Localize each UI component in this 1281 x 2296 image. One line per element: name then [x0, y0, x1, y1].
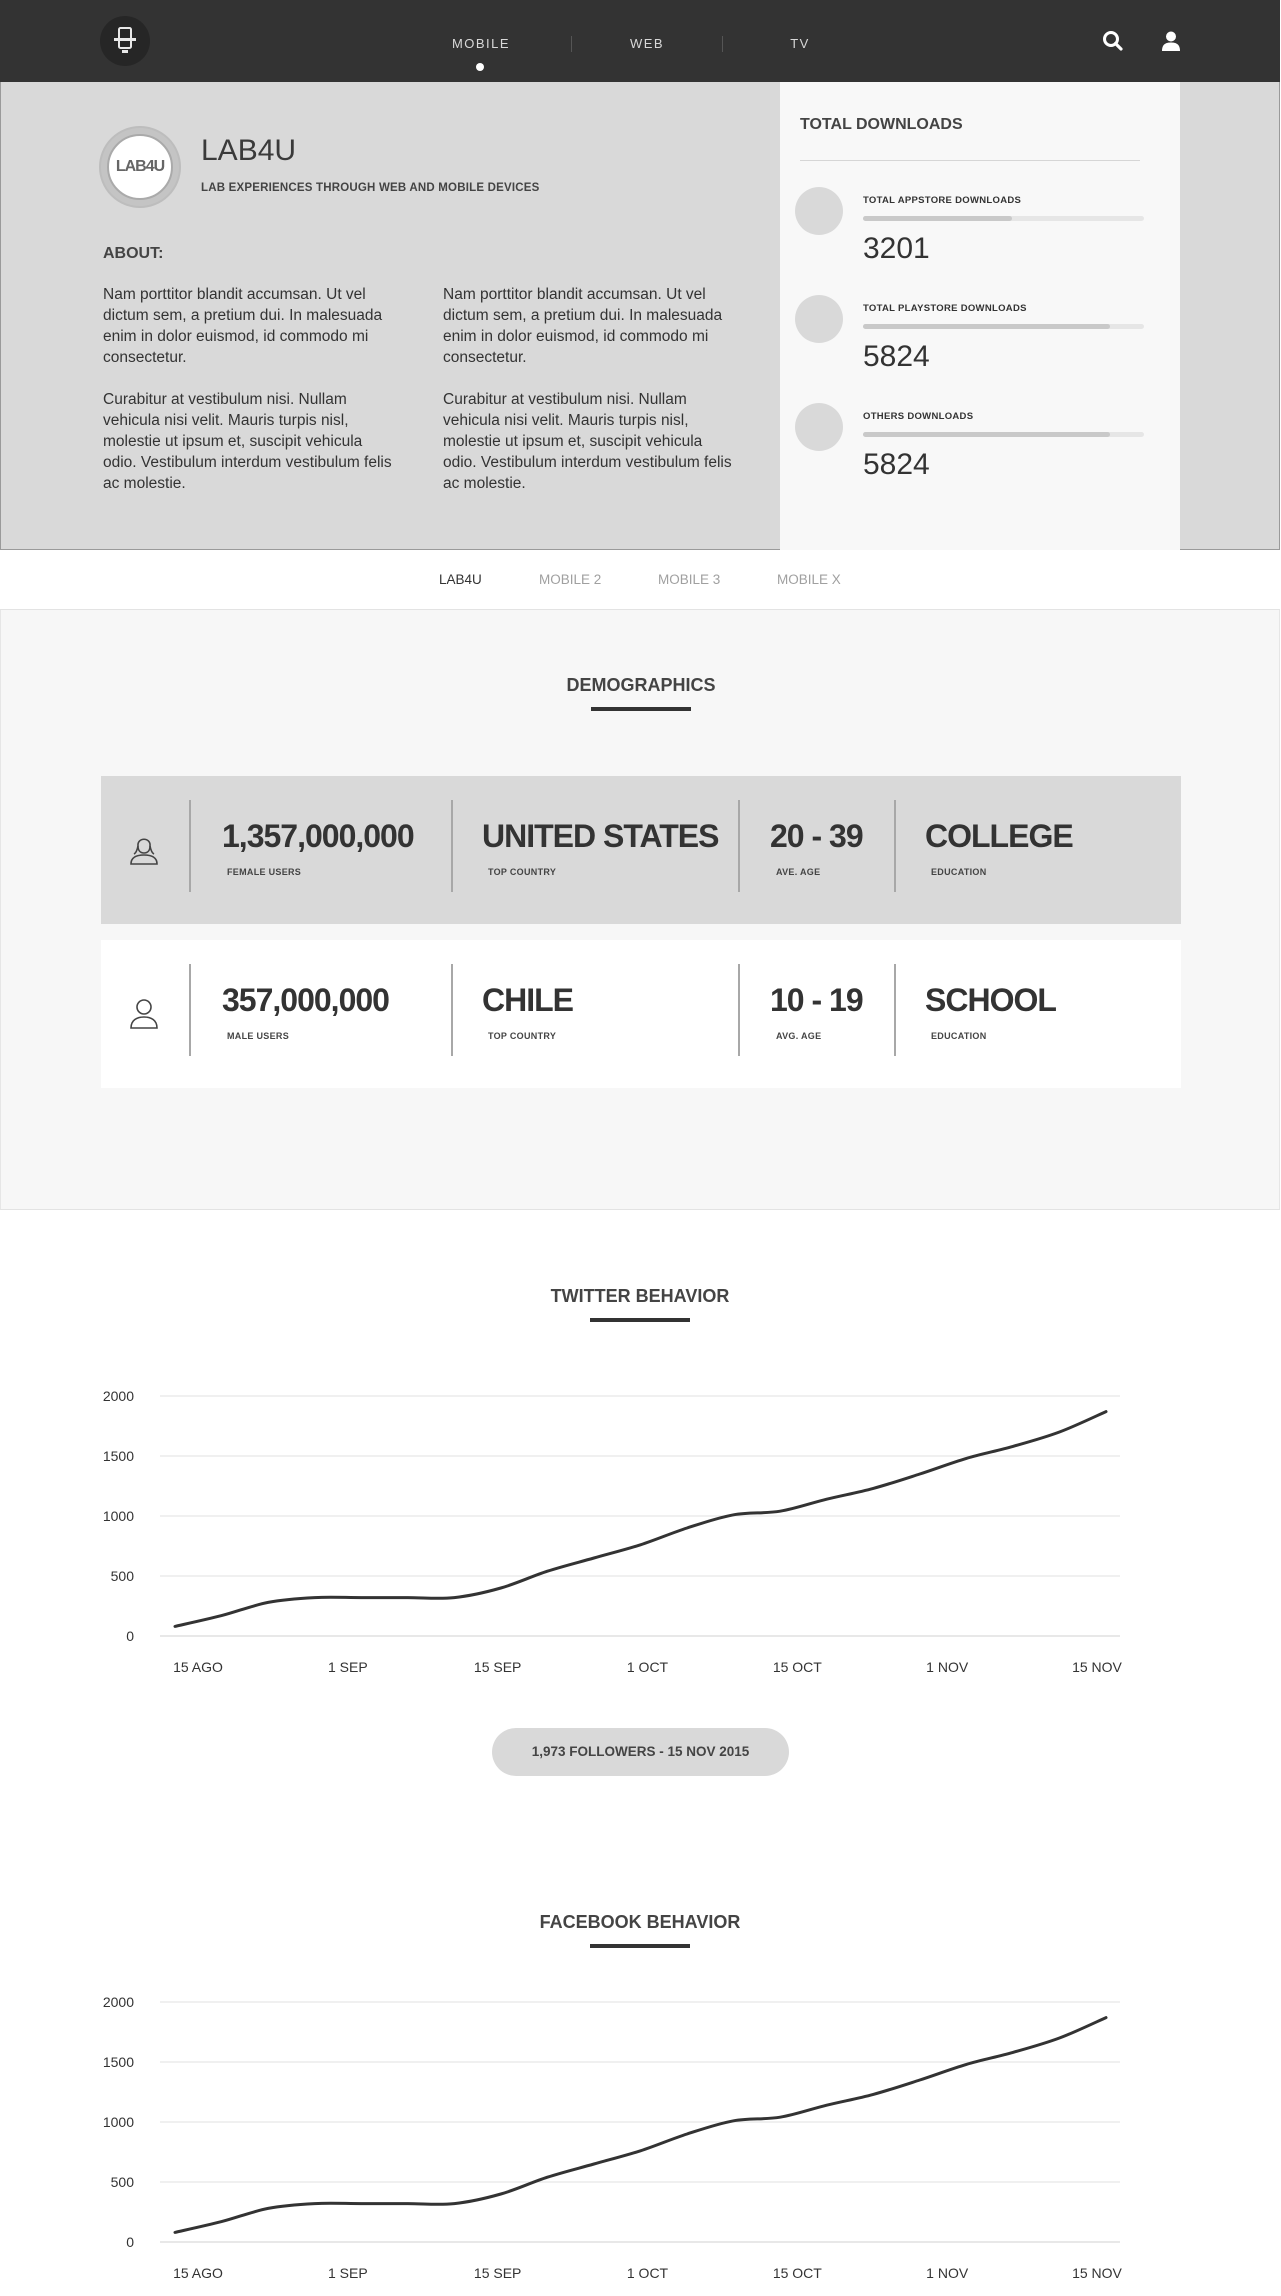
facebook-section-title: FACEBOOK BEHAVIOR: [539, 1912, 741, 1932]
app-subtitle: LAB EXPERIENCES THROUGH WEB AND MOBILE DEVICES: [201, 182, 540, 194]
total-downloads-panel: [780, 82, 1180, 550]
tab-mobile-3[interactable]: MOBILE 3: [658, 572, 721, 587]
y-tick-label: 1000: [102, 1508, 134, 1524]
nav-tab-tv[interactable]: TV: [790, 36, 810, 51]
y-tick-label: 500: [110, 1568, 134, 1584]
users-count: 357,000,000: [222, 982, 389, 1018]
education: COLLEGE: [925, 818, 1073, 854]
education-label: EDUCATION: [931, 1031, 987, 1041]
series-line: [175, 1412, 1106, 1627]
active-tab-indicator: [476, 63, 484, 71]
device-icon: [113, 27, 137, 55]
age-label: AVE. AGE: [776, 867, 821, 877]
education-label: EDUCATION: [931, 867, 987, 877]
downloads-title: TOTAL DOWNLOADS: [800, 116, 963, 133]
x-tick-label: 15 OCT: [772, 1659, 822, 1675]
tab-mobile-x[interactable]: MOBILE X: [777, 572, 841, 587]
section-title: DEMOGRAPHICS: [566, 675, 716, 695]
users-count: 1,357,000,000: [222, 818, 414, 854]
top-country-label: TOP COUNTRY: [488, 1031, 557, 1041]
x-tick-label: 15 SEP: [473, 1659, 522, 1675]
age-label: AVG. AGE: [776, 1031, 822, 1041]
demographics-section: [0, 610, 1280, 1210]
app-avatar: [99, 126, 181, 208]
x-tick-label: 15 NOV: [1072, 1659, 1122, 1675]
users-label: MALE USERS: [227, 1031, 290, 1041]
y-tick-label: 1000: [102, 2114, 134, 2130]
y-tick-label: 500: [110, 2174, 134, 2190]
download-stat-value: 3201: [863, 232, 930, 265]
about-heading: ABOUT:: [103, 245, 164, 262]
user-icon[interactable]: [1160, 30, 1182, 52]
download-progress-bar: [863, 216, 1144, 221]
divider: [451, 800, 453, 892]
education: SCHOOL: [925, 982, 1056, 1018]
nav-divider: [722, 36, 723, 52]
playstore-icon: [795, 295, 843, 343]
title-underline: [590, 1944, 690, 1948]
nav-divider: [571, 36, 572, 52]
download-stat-value: 5824: [863, 448, 930, 481]
x-tick-label: 1 OCT: [626, 2265, 669, 2281]
top-country-label: TOP COUNTRY: [488, 867, 557, 877]
divider: [738, 964, 740, 1056]
series-line: [175, 2018, 1106, 2233]
x-tick-label: 1 SEP: [327, 2265, 368, 2281]
x-tick-label: 15 NOV: [1072, 2265, 1122, 2281]
y-tick-label: 2000: [102, 1994, 134, 2010]
x-tick-label: 1 NOV: [926, 2265, 969, 2281]
about-paragraph: Curabitur at vestibulum nisi. Nullam vehicula nisi velit. Mauris turpis nisl, molestie ut ipsum et, suscipit vehicula odio. Vestibulum interdum vestibulum felis ac molestie.: [443, 391, 732, 492]
x-tick-label: 1 SEP: [327, 1659, 368, 1675]
divider: [189, 964, 191, 1056]
x-tick-label: 15 AGO: [173, 1659, 223, 1675]
divider: [894, 964, 896, 1056]
male-user-icon: [129, 996, 159, 1030]
tab-lab4u[interactable]: LAB4U: [439, 572, 482, 587]
y-tick-label: 0: [126, 1628, 134, 1644]
about-paragraph: Nam porttitor blandit accumsan. Ut vel dictum sem, a pretium dui. In malesuada enim in dolor euismod, id commodo mi consectetur.: [103, 286, 383, 366]
top-country: UNITED STATES: [482, 818, 719, 854]
nav-tab-web[interactable]: WEB: [629, 36, 665, 51]
download-stat-label: TOTAL APPSTORE DOWNLOADS: [863, 195, 1022, 206]
y-tick-label: 1500: [102, 1448, 134, 1464]
x-tick-label: 15 OCT: [772, 2265, 822, 2281]
download-progress-fill: [863, 432, 1110, 437]
download-stat-label: TOTAL PLAYSTORE DOWNLOADS: [863, 303, 1027, 314]
divider: [894, 800, 896, 892]
top-navigation-bar: [0, 0, 1280, 82]
about-paragraph: Curabitur at vestibulum nisi. Nullam vehicula nisi velit. Mauris turpis nisl, molestie ut ipsum et, suscipit vehicula odio. Vestibulum interdum vestibulum felis ac molestie.: [103, 391, 392, 492]
others-icon: [795, 403, 843, 451]
twitter-line-chart: [0, 1360, 1280, 1690]
age-range: 10 - 19: [770, 982, 863, 1018]
x-tick-label: 15 AGO: [173, 2265, 223, 2281]
download-stat-value: 5824: [863, 340, 930, 373]
download-stat-label: OTHERS DOWNLOADS: [863, 411, 974, 422]
app-tabs: [0, 550, 1280, 610]
title-underline: [590, 1318, 690, 1322]
x-tick-label: 15 SEP: [473, 2265, 522, 2281]
divider: [800, 160, 1140, 161]
divider: [451, 964, 453, 1056]
download-progress-fill: [863, 324, 1110, 329]
search-icon[interactable]: [1102, 30, 1124, 52]
tab-mobile-2[interactable]: MOBILE 2: [539, 572, 602, 587]
x-tick-label: 1 NOV: [926, 1659, 969, 1675]
app-title: LAB4U: [201, 134, 297, 167]
y-tick-label: 2000: [102, 1388, 134, 1404]
title-underline: [591, 707, 691, 711]
divider: [738, 800, 740, 892]
nav-tab-mobile[interactable]: MOBILE: [451, 36, 511, 51]
download-progress-bar: [863, 432, 1144, 437]
female-user-icon: [129, 832, 159, 866]
divider: [189, 800, 191, 892]
age-range: 20 - 39: [770, 818, 863, 854]
about-paragraph: Nam porttitor blandit accumsan. Ut vel dictum sem, a pretium dui. In malesuada enim in dolor euismod, id commodo mi consectetur.: [443, 286, 723, 366]
twitter-section-title: TWITTER BEHAVIOR: [550, 1286, 730, 1306]
app-logo: LAB4U: [107, 134, 173, 200]
x-tick-label: 1 OCT: [626, 1659, 669, 1675]
demographics-row: [101, 776, 1181, 924]
followers-summary-badge: 1,973 FOLLOWERS - 15 NOV 2015: [492, 1728, 789, 1776]
top-country: CHILE: [482, 982, 573, 1018]
demographics-row: [101, 940, 1181, 1088]
download-progress-fill: [863, 216, 1012, 221]
facebook-line-chart: [0, 1966, 1280, 2296]
users-label: FEMALE USERS: [227, 867, 302, 877]
appstore-icon: [795, 187, 843, 235]
y-tick-label: 1500: [102, 2054, 134, 2070]
y-tick-label: 0: [126, 2234, 134, 2250]
download-progress-bar: [863, 324, 1144, 329]
device-logo-button[interactable]: [100, 16, 150, 66]
